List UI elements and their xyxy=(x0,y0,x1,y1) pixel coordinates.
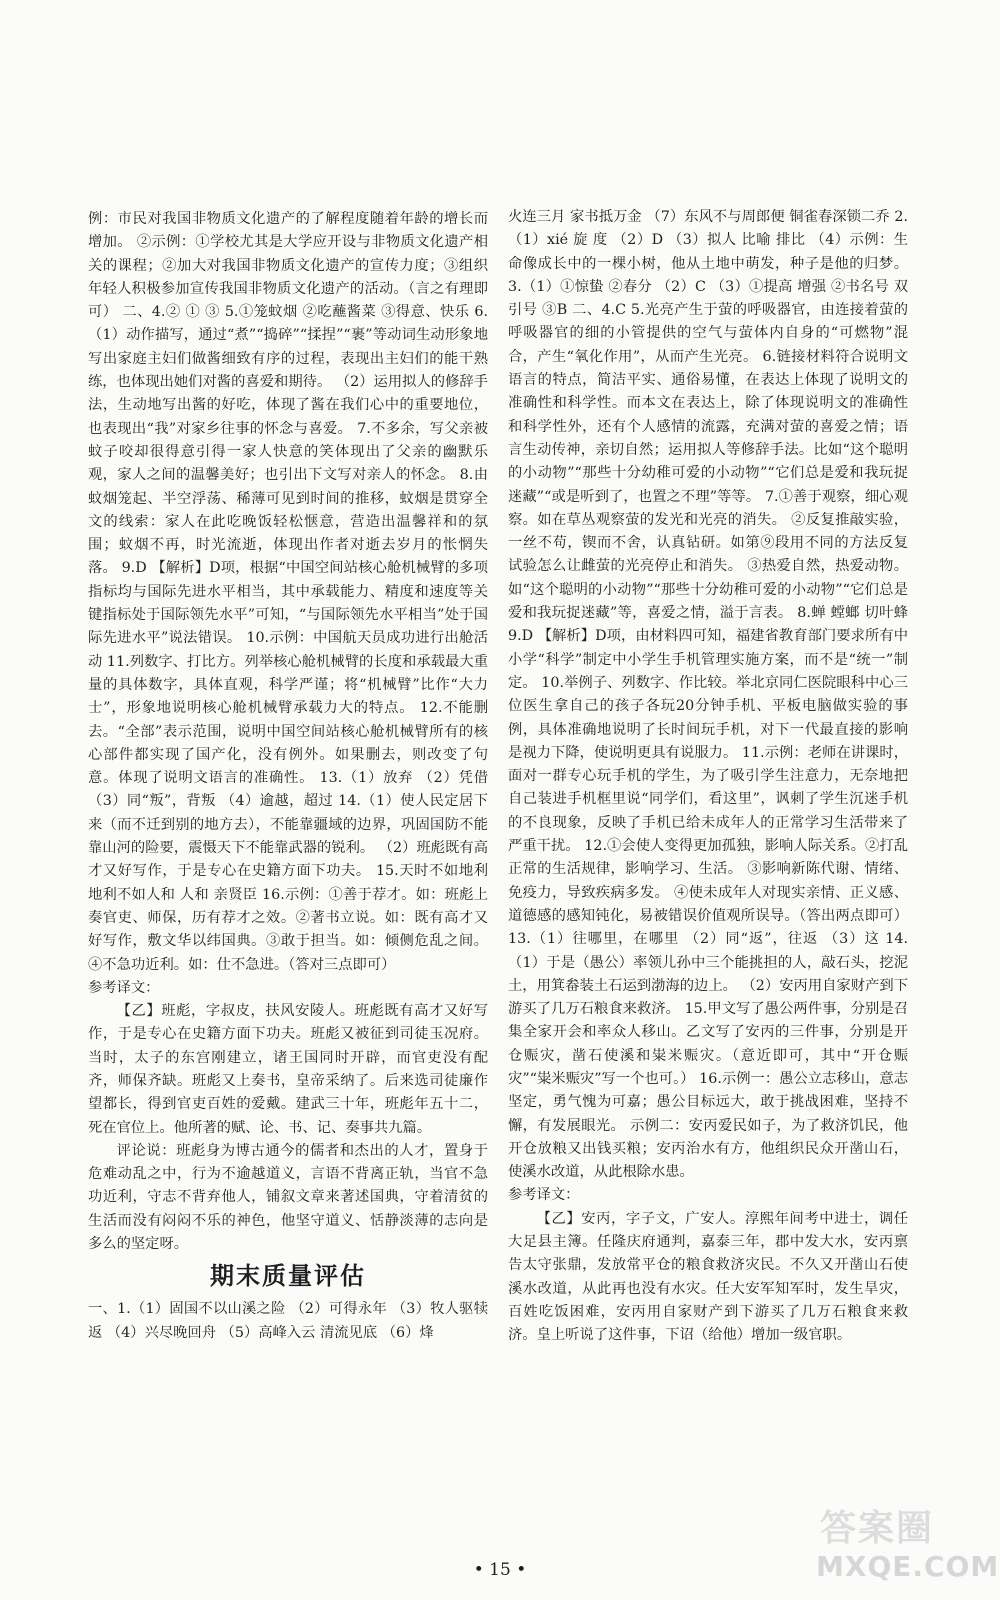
left-column xyxy=(88,208,488,1345)
section-title: 期末质量评估 xyxy=(210,1262,366,1291)
commentary-paragraph: 评论说：班彪身为博古通今的儒者和杰出的人才，置身于危难动乱之中，行为不逾越道义，言语不背离正轨，当官不急功近利，守志不背弃他人，铺叙文章来著述国典，守着清贫的生活而没有闷闷不乐的神色，他坚守道义、恬静淡薄的志向是多么的坚定呀。 xyxy=(88,1142,488,1253)
right-column xyxy=(508,206,908,1348)
translation-paragraph: 【乙】班彪，字叔皮，扶风安陵人。班彪既有高才又好写作，于是专心在史籍方面下功夫。班彪又被征到司徒玉况府。当时，太子的东宫刚建立，诸王国同时开辟，而官吏没有配齐，师保齐缺。班彪又上奏书，皇帝采纳了。后来选司徒廉作望都长，得到官吏百姓的爱戴。建武三十年，班彪年五十二，死在官位上。他所著的赋、论、书、记、奏事共九篇。 xyxy=(88,1003,488,1136)
translation-paragraph: 【乙】安丙，字子文，广安人。淳熙年间考中进士，调任大足县主簿。任隆庆府通判，嘉泰三年，郡中发大水，安丙禀告太守张鼎，发放常平仓的粮食救济灾民。不久又开凿山石使溪水改道，从此再也没有水灾。任大安军知军时，发生旱灾，百姓吃饭困难，安丙用自家财产到下游买了几万石粮食来救济。皇上听说了这件事，下诏（给他）增加一级官职。 xyxy=(508,1210,908,1344)
answer-text-block-3: 火连三月 家书抵万金 （7）东风不与周郎便 铜雀春深锁二乔 2.（1）xié 旋 度 （2）D （3）拟人 比喻 排比 （4）示例：生命像成长中的一棵小树，他从土地中萌发，种子是他的归梦。 3.（1）①惊蛰 ②春分 （2）C （3）①提高 增强 ②书名号 双引号 ③B 二、4.C 5.光亮产生于萤的呼吸器官，由连接着萤的呼吸器官的细的小管提供的空气与萤体内自身的“可燃物”混合，产生“氧化作用”，从而产生光亮。 6.链接材料符合说明文语言的特点，简洁平实、通俗易懂，在表达上体现了说明文的准确性和科学性。而本文在表达上，除了体现说明文的准确性和科学性外，还有个人感情的流露，充满对萤的喜爱之情；语言生动传神，亲切自然；运用拟人等修辞手法。比如“这个聪明的小动物”“那些十分幼稚可爱的小动物”“它们总是爱和我玩捉迷藏”“或是听到了，也置之不理”等等。 7.①善于观察，细心观察。如在草丛观察萤的发光和光亮的消失。 ②反复推敲实验，一丝不苟，锲而不舍，认真钻研。如第⑨段用不同的方法反复试验怎么让雌萤的光亮停止和消失。 ③热爱自然，热爱动物。如“这个聪明的小动物”“那些十分幼稚可爱的小动物”“它们总是爱和我玩捉迷藏”等，喜爱之情，溢于言表。 8.蝉 螳螂 切叶蜂 9.D 【解析】D项，由材料四可知，福建省教育部门要求所有中小学“科学”制定中小学生手机管理实施方案，而不是“统一”制定。 10.举例子、列数字、作比较。举北京同仁医院眼科中心三位医生拿自己的孩子各玩20分钟手机、平板电脑做实验的事例，具体准确地说明了长时间玩手机，对下一代最直接的影响是视力下降，使说明更具有说服力。 11.示例：老师在讲课时，面对一群专心玩手机的学生，为了吸引学生注意力，无奈地把自己装进手机框里说“同学们，看这里”，讽刺了学生沉迷手机的不良现象，反映了手机已给未成年人的正常学习生活带来了严重干扰。 12.①会使人变得更加孤独，影响人际关系。②打乱正常的生活规律，影响学习、生活。 ③影响新陈代谢、情绪、免疫力，导致疾病多发。 ④使未成年人对现实亲情、正义感、道德感的感知钝化，易被错误价值观所误导。（答出两点即可） 13.（1）往哪里，在哪里 （2）同“返”，往返 （3）这 14.（1）于是（愚公）率领儿孙中三个能挑担的人，敲石头，挖泥土，用箕畚装土石运到渤海的边上。 （2）安丙用自家财产到下游买了几万石粮食来救济。 15.甲文写了愚公两件事，分别是召集全家开会和率众人移山。乙文写了安丙的三件事，分别是开仓赈灾，凿石使溪和粜米赈灾。（意近即可，其中“开仓赈灾”“粜米赈灾”写一个也可。） 16.示例一：愚公立志移山，意志坚定，勇气愧为可嘉；愚公目标远大，敢于挑战困难，坚持不懈，有发展眼光。 示例二：安丙爱民如子，为了救济饥民，他开仓放粮又出钱买粮；安丙治水有方，他组织民众开凿山石，使溪水改道，从此根除水患。 xyxy=(508,209,908,1181)
reference-translation-label: 参考译文： xyxy=(508,1187,580,1204)
page-number: • 15 • xyxy=(473,1560,527,1580)
watermark-logo xyxy=(812,1500,1000,1595)
watermark-top-text: 答案圈 xyxy=(820,1508,935,1549)
reference-translation-label: 参考译文： xyxy=(88,979,160,996)
watermark-bottom-text: MXQE.COM xyxy=(816,1550,1000,1583)
answer-text-block-1: 例：市民对我国非物质文化遗产的了解程度随着年龄的增长而增加。 ②示例：①学校尤其是大学应开设与非物质文化遗产相关的课程；②加大对我国非物质文化遗产的宣传力度；③组织年轻人积极参加宣传我国非物质文化遗产的活动。（言之有理即可） 二、4.② ① ③ 5.①笼蚊烟 ②吃蘸酱菜 ③得意、快乐 6.（1）动作描写，通过“煮”“捣碎”“揉捏”“裹”等动词生动形象地写出家庭主妇们做酱细致有序的过程，表现出主妇们的能干熟练，也体现出她们对酱的喜爱和期待。 （2）运用拟人的修辞手法，生动地写出酱的好吃，体现了酱在我们心中的重要地位，也表现出“我”对家乡往事的怀念与喜爱。 7.不多余，写父亲被蚊子咬却很得意引得一家人快意的笑体现出了父亲的幽默乐观，家人之间的温馨美好；也引出下文写对亲人的怀念。 8.由蚊烟笼起、半空浮荡、稀薄可见到时间的推移，蚊烟是贯穿全文的线索：家人在此吃晚饭轻松惬意，营造出温馨祥和的氛围；蚊烟不再，时光流逝，体现出作者对逝去岁月的怅惘失落。 9.D 【解析】D项，根据“中国空间站核心舱机械臂的多项指标均与国际先进水平相当，其中承载能力、精度和速度等关键指标处于国际领先水平”可知，“与国际领先水平相当”处于国际先进水平”说法错误。 10.示例：中国航天员成功进行出舱活动 11.列数字、打比方。列举核心舱机械臂的长度和承载最大重量的具体数字，具体直观，科学严谨；将“机械臂”比作“大力士”，形象地说明核心舱机械臂承载力大的特点。 12.不能删去。“全部”表示范围，说明中国空间站核心舱机械臂所有的核心部件都实现了国产化，没有例外。如果删去，则改变了句意。体现了说明文语言的准确性。 13.（1）放弃 （2）凭借 （3）同“叛”，背叛 （4）逾越，超过 14.（1）使人民定居下来（而不迁到别的地方去），不能靠疆域的边界，巩固国防不能靠山河的险要，震慑天下不能靠武器的锐利。 （2）班彪既有高才又好写作，于是专心在史籍方面下功夫。 15.天时不如地利 地利不如人和 人和 亲贤臣 16.示例：①善于荐才。如：班彪上奏官吏、师保，历有荐才之效。②著书立说。如：既有高才又好写作，敷文华以纬国典。③敢于担当。如：倾侧危乱之间。④不急功近利。如：仕不急进。（答对三点即可） xyxy=(88,211,488,973)
answer-text-block-2: 一、1.（1）固国不以山溪之险 （2）可得永年 （3）牧人驱犊返 （4）兴尽晚回舟 （5）高峰入云 清流见底 （6）烽 xyxy=(88,1301,488,1341)
